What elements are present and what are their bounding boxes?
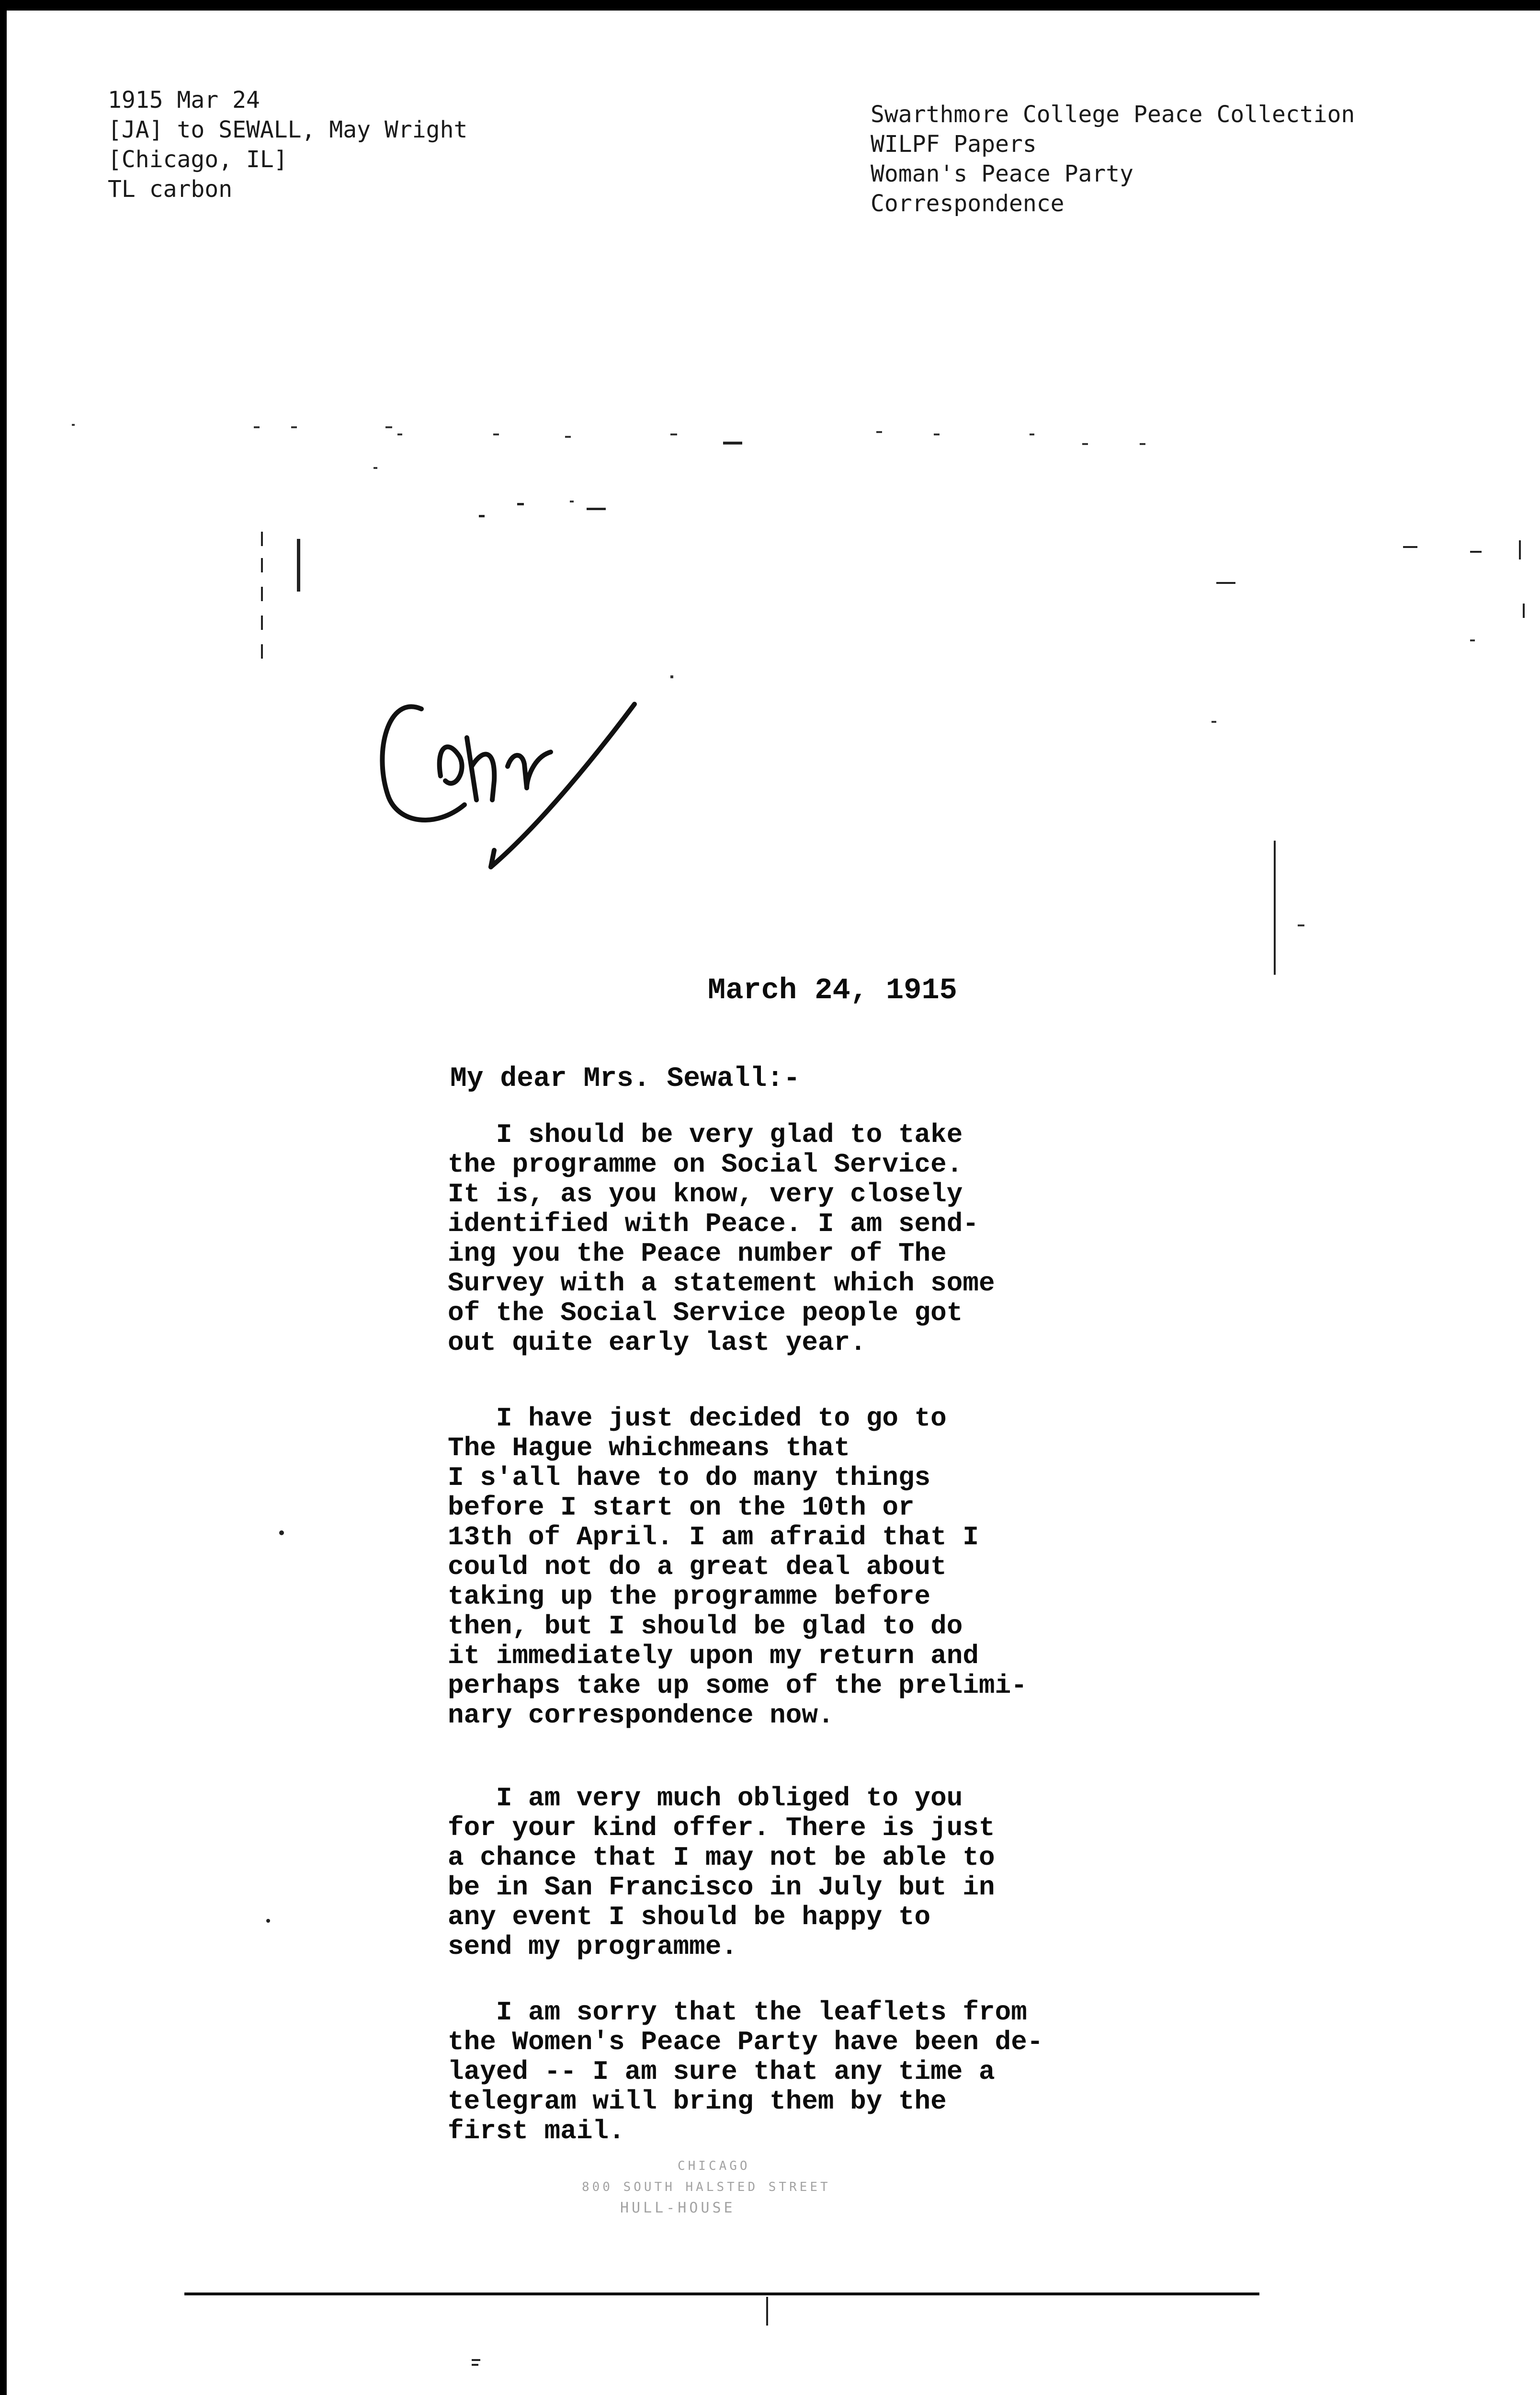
collection-series: Woman's Peace Party <box>871 160 1134 187</box>
text-line: I s'all have to do many things <box>448 1462 931 1493</box>
text-line: a chance that I may not be able to <box>448 1842 995 1873</box>
text-line: layed -- I am sure that any time a <box>448 2056 995 2087</box>
catalog-format: TL carbon <box>108 176 233 203</box>
text-line: it immediately upon my return and <box>448 1641 979 1671</box>
collection-papers: WILPF Papers <box>871 131 1037 158</box>
text-line: the Women's Peace Party have been de- <box>448 2027 1043 2057</box>
letter-paragraph-1 <box>448 1120 995 1357</box>
text-line: taking up the programme before <box>448 1581 931 1612</box>
collection-name: Swarthmore College Peace Collection <box>871 101 1355 128</box>
text-line: ing you the Peace number of The <box>448 1238 947 1269</box>
text-line: then, but I should be glad to do <box>448 1611 963 1642</box>
footer-rule <box>184 2292 1259 2295</box>
text-line: for your kind offer. There is just <box>448 1813 995 1843</box>
text-line: nary correspondence now. <box>448 1700 834 1731</box>
letterhead-stamp <box>582 2156 831 2219</box>
text-line: I have just decided to go to <box>448 1403 947 1434</box>
text-line: of the Social Service people got <box>448 1298 963 1328</box>
text-line: It is, as you know, very closely <box>448 1179 963 1209</box>
catalog-date: 1915 Mar 24 <box>108 87 260 114</box>
collection-subseries: Correspondence <box>871 190 1064 217</box>
catalog-correspondents: [JA] to SEWALL, May Wright <box>108 116 468 143</box>
text-line: any event I should be happy to <box>448 1902 931 1932</box>
letter-paragraph-2 <box>448 1403 1027 1730</box>
text-line: be in San Francisco in July but in <box>448 1872 995 1903</box>
letter-date: March 24, 1915 <box>708 973 957 1007</box>
text-line: 13th of April. I am afraid that I <box>448 1522 979 1552</box>
handwritten-copy-mark <box>369 685 656 877</box>
letter-salutation: My dear Mrs. Sewall:- <box>450 1063 800 1095</box>
text-line: I am sorry that the leaflets from <box>448 1997 1027 2028</box>
text-line: Survey with a statement which some <box>448 1268 995 1299</box>
letter-paragraph-3 <box>448 1783 995 1962</box>
catalog-place: [Chicago, IL] <box>108 146 288 173</box>
stamp-line: 800 SOUTH HALSTED STREET <box>582 2180 831 2194</box>
letter-paragraph-4 <box>448 1997 1043 2146</box>
text-line: the programme on Social Service. <box>448 1149 963 1180</box>
text-line: could not do a great deal about <box>448 1551 947 1582</box>
stamp-line: HULL-HOUSE <box>620 2200 736 2216</box>
text-line: identified with Peace. I am send- <box>448 1209 979 1239</box>
text-line: The Hague whichmeans that <box>448 1433 850 1463</box>
text-line: perhaps take up some of the prelimi- <box>448 1670 1027 1701</box>
text-line: before I start on the 10th or <box>448 1492 915 1523</box>
stamp-line: CHICAGO <box>678 2159 750 2173</box>
text-line: out quite early last year. <box>448 1327 866 1358</box>
text-line: first mail. <box>448 2116 625 2146</box>
text-line: send my programme. <box>448 1931 737 1962</box>
text-line: I should be very glad to take <box>448 1119 963 1150</box>
text-line: telegram will bring them by the <box>448 2086 947 2117</box>
text-line: I am very much obliged to you <box>448 1783 963 1813</box>
